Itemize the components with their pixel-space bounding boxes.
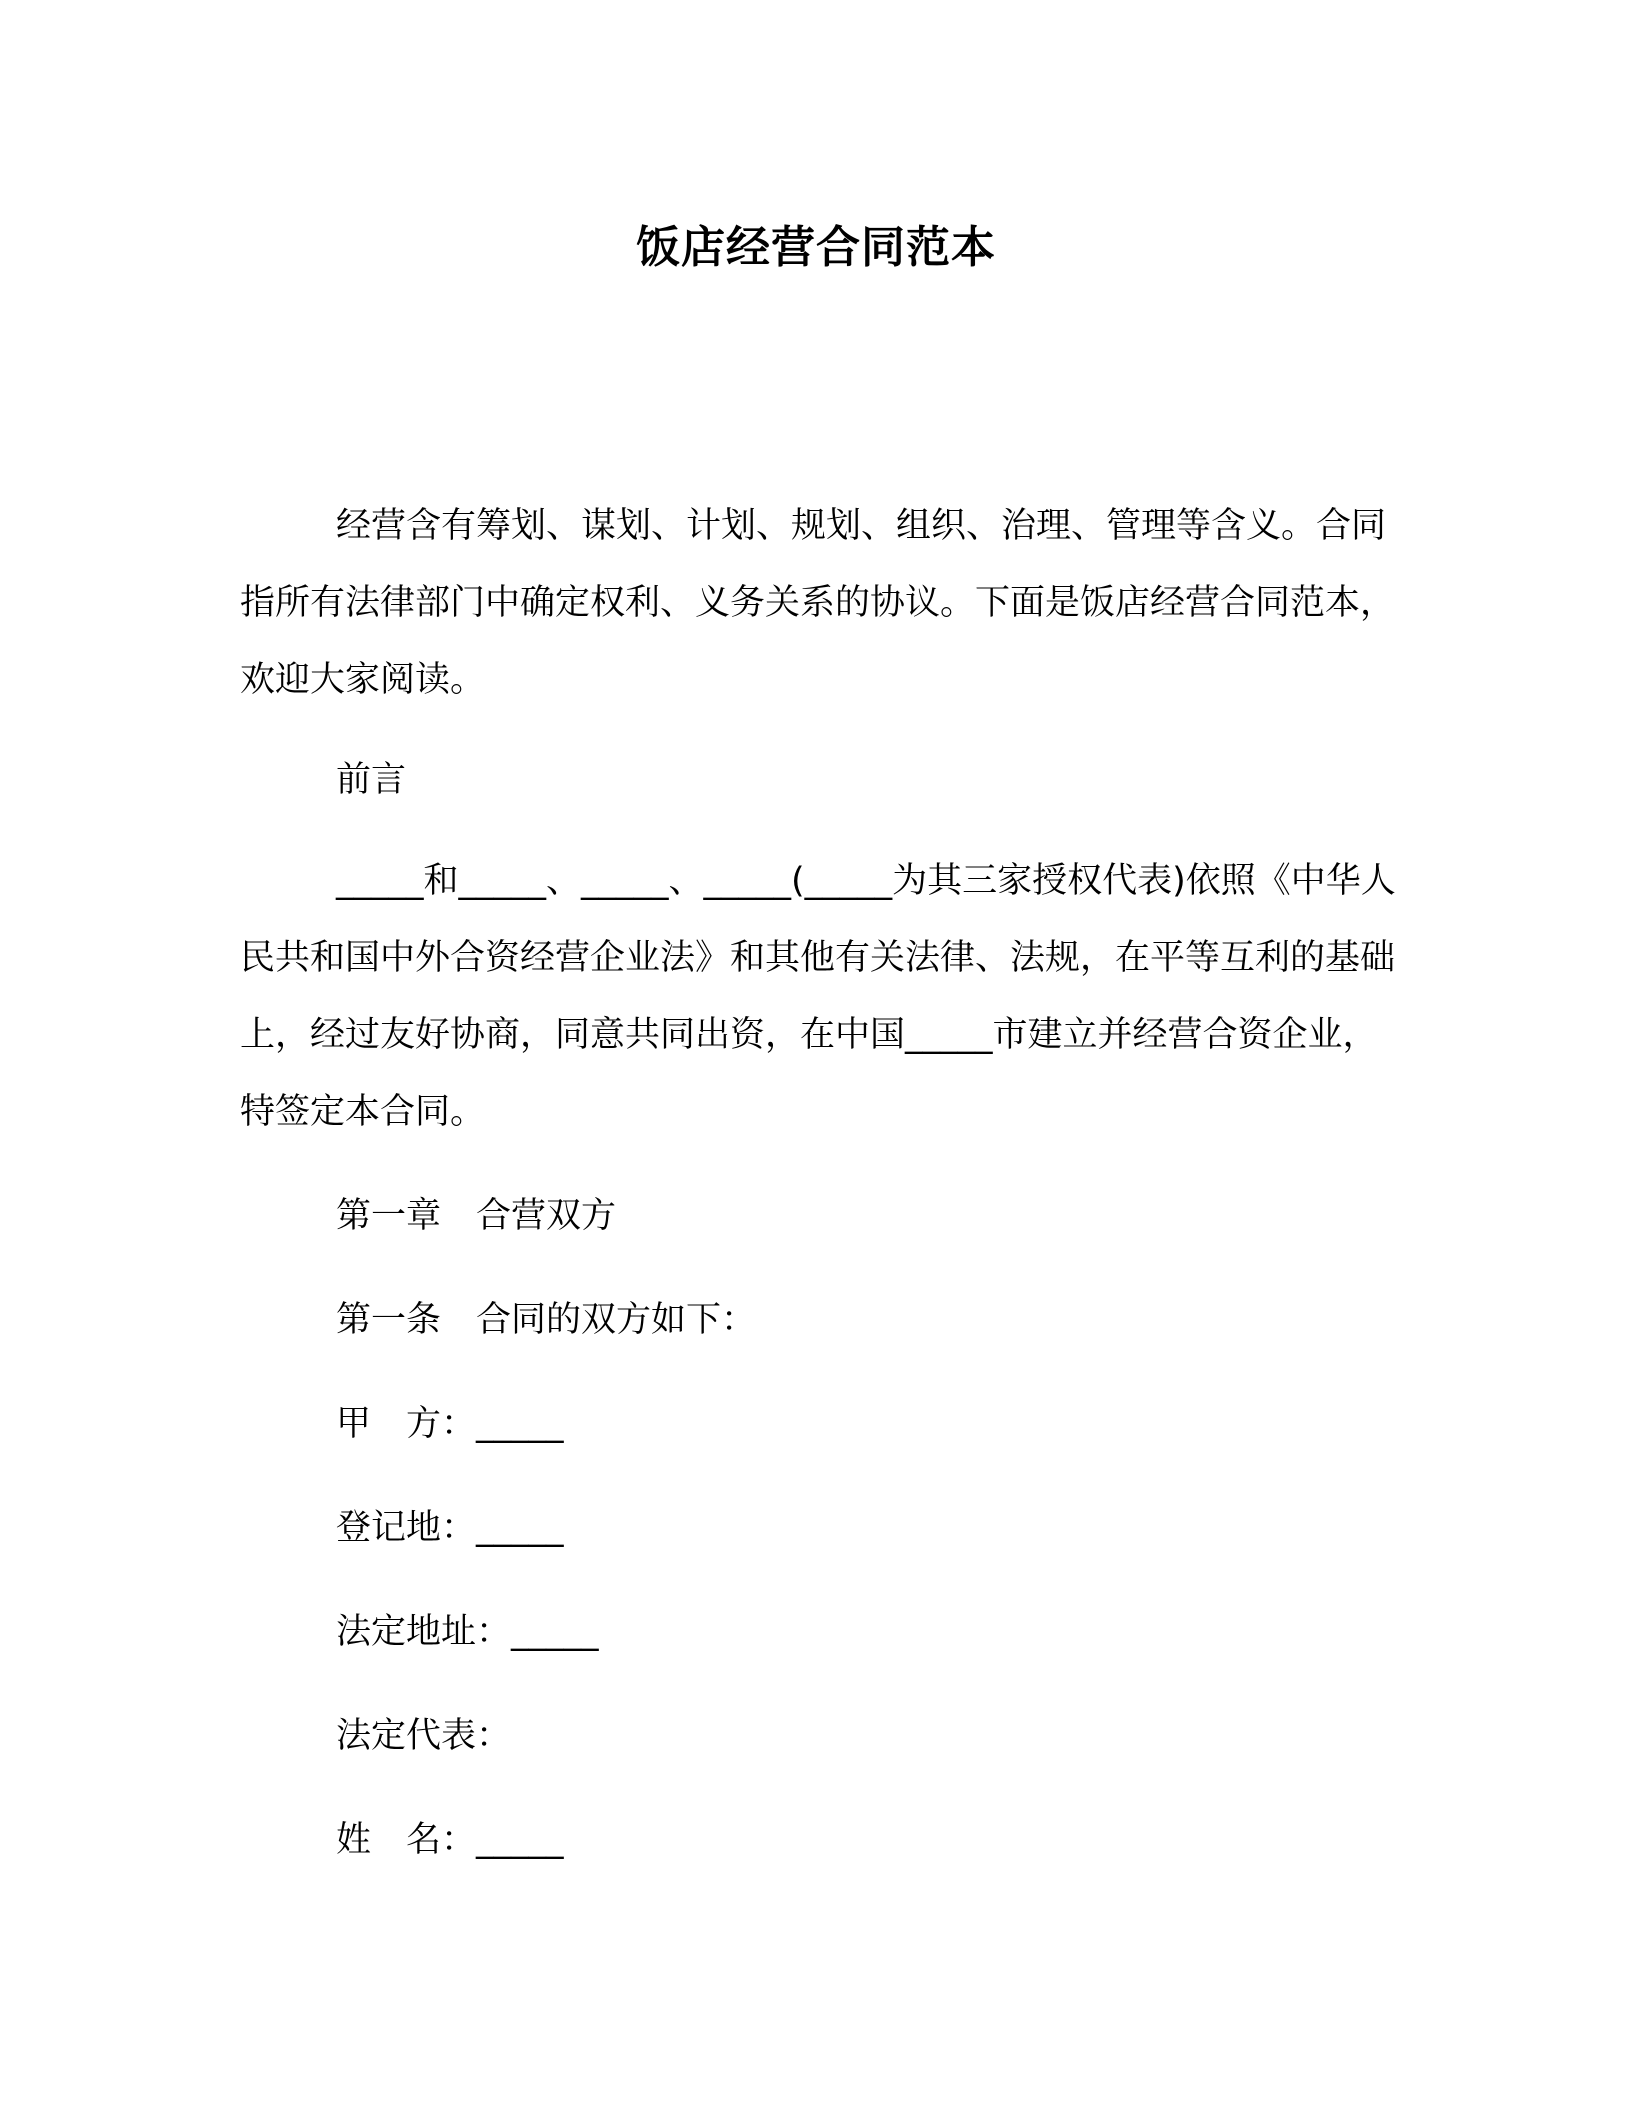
- preface-paragraph: _____和_____、_____、_____(_____为其三家授权代表)依照《中华人民共和国中外合资经营企业法》和其他有关法律、法规，在平等互利的基础上，经过友好协商，同意共同出资，在中国_____市建立并经营合资企业，特签定本合同。: [240, 861, 1396, 1132]
- registration-place-field: 登记地：_____: [336, 1508, 564, 1548]
- intro-paragraph: 经营含有筹划、谋划、计划、规划、组织、治理、管理等含义。合同指所有法律部门中确定权利、义务关系的协议。下面是饭店经营合同范本，欢迎大家阅读。: [240, 506, 1396, 700]
- preface-heading: 前言: [336, 760, 407, 800]
- article-heading: 第一条 合同的双方如下：: [336, 1300, 757, 1340]
- chapter-heading: 第一章 合营双方: [336, 1196, 617, 1236]
- name-field: 姓 名：_____: [336, 1820, 564, 1860]
- party-a-field: 甲 方：_____: [336, 1404, 564, 1444]
- legal-address-field: 法定地址：_____: [336, 1612, 599, 1652]
- document-title: 饭店经营合同范本: [636, 222, 996, 273]
- legal-representative-field: 法定代表：: [336, 1716, 512, 1756]
